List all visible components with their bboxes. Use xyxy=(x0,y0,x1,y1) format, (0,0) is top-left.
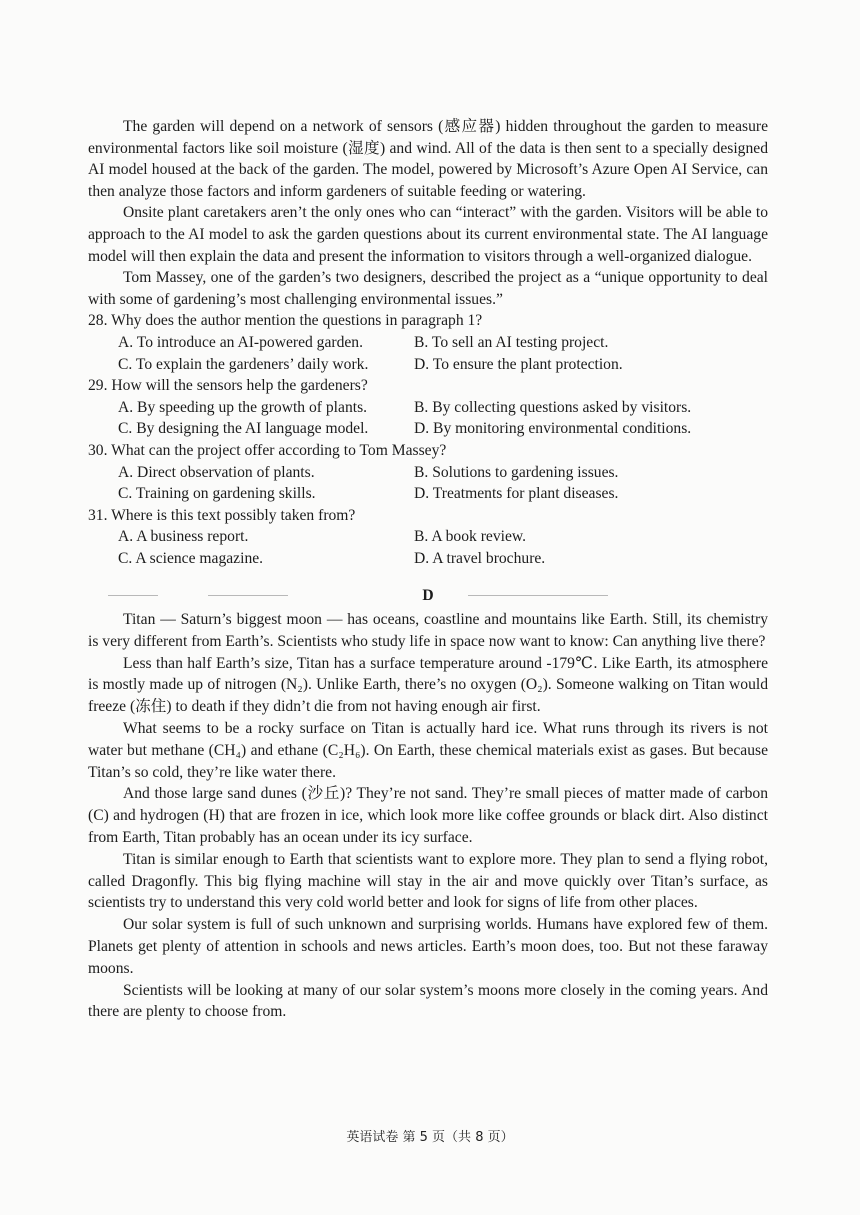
question-31 xyxy=(88,505,768,570)
question-30 xyxy=(88,440,768,505)
option-d: D. Treatments for plant diseases. xyxy=(414,485,619,503)
option-c: C. A science magazine. xyxy=(118,549,264,567)
passage-d-paragraph: Our solar system is full of such unknown and surprising worlds. Humans have explored few of them. Planets get plenty of attention in schools and news articles. Earth’s moon does, too. But not these faraway moons. xyxy=(88,916,768,977)
question-stem: 30. What can the project offer according to Tom Massey? xyxy=(88,441,447,459)
passage-c-continued xyxy=(88,116,768,310)
passage-d-paragraph: What seems to be a rocky surface on Titan is actually hard ice. What runs through its rivers is not water but methane (CH₄) and ethane (C₂H₆). On Earth, these chemical materials exist as gases. But because Titan’s so cold, they’re like water there. xyxy=(88,720,768,781)
passage-d-paragraph: Scientists will be looking at many of our solar system’s moons more closely in the coming years. And there are plenty to choose from. xyxy=(88,981,768,1021)
section-letter: D xyxy=(422,587,434,605)
option-row xyxy=(88,354,768,376)
option-d: D. A travel brochure. xyxy=(414,549,546,567)
faint-scan-line xyxy=(108,595,158,596)
option-d: D. To ensure the plant protection. xyxy=(414,355,623,373)
option-d: D. By monitoring environmental conditions. xyxy=(414,420,692,438)
passage-d-paragraph: Titan is similar enough to Earth that scientists want to explore more. They plan to send a flying robot, called Dragonfly. This big flying machine will stay in the air and move quickly over Titan’s surface, as scientists try to understand this very cold world better and look for signs of life from other places. xyxy=(88,850,768,912)
passage-d-paragraph: And those large sand dunes (沙丘)? They’re not sand. They’re small pieces of matter made of carbon (C) and hydrogen (H) that are frozen in ice, which look more like coffee grounds or black dirt. Also distinct from Earth, Titan probably has an ocean under its icy surface. xyxy=(88,785,768,847)
option-row xyxy=(88,483,768,505)
passage-d xyxy=(88,609,768,1023)
question-stem: 28. Why does the author mention the questions in paragraph 1? xyxy=(88,312,483,330)
option-row xyxy=(88,397,768,419)
option-c: C. By designing the AI language model. xyxy=(118,420,369,438)
option-a: A. To introduce an AI-powered garden. xyxy=(118,333,364,351)
option-row xyxy=(88,526,768,548)
page-footer: 英语试卷 第 5 页（共 8 页） xyxy=(346,1130,514,1145)
faint-scan-line xyxy=(208,595,288,596)
option-row xyxy=(88,332,768,354)
option-row xyxy=(88,548,768,570)
option-a: A. Direct observation of plants. xyxy=(118,463,315,481)
passage-d-paragraph: Titan — Saturn’s biggest moon — has oceans, coastline and mountains like Earth. Still, its chemistry is very different from Earth’s. Scientists who study life in space now want to know: Can anything live there? xyxy=(88,611,768,650)
passage-d-paragraph: Less than half Earth’s size, Titan has a surface temperature around -179℃. Like Earth, its atmosphere is mostly made up of nitrogen (N₂). Unlike Earth, there’s no oxygen (O₂). Someone walking on Titan would freeze (冻住) to death if they didn’t die from not having enough air first. xyxy=(88,654,768,716)
passage-c-paragraph: Onsite plant caretakers aren’t the only ones who can “interact” with the garden. Visitors will be able to approach to the AI model to ask the garden questions about its current environmental state. The AI language model will then explain the data and present the information to visitors through a well-organized dialogue. xyxy=(88,204,768,265)
section-heading-d xyxy=(88,585,768,607)
option-a: A. A business report. xyxy=(118,528,249,546)
option-row xyxy=(88,418,768,440)
option-b: B. A book review. xyxy=(414,528,527,546)
question-block xyxy=(88,310,768,569)
question-29 xyxy=(88,375,768,440)
question-stem: 31. Where is this text possibly taken from? xyxy=(88,506,356,524)
question-28 xyxy=(88,310,768,375)
option-b: B. Solutions to gardening issues. xyxy=(414,463,619,481)
option-a: A. By speeding up the growth of plants. xyxy=(118,398,368,416)
option-c: C. To explain the gardeners’ daily work. xyxy=(118,355,369,373)
passage-c-paragraph: The garden will depend on a network of sensors (感应器) hidden throughout the garden to measure environmental factors like soil moisture (湿度) and wind. All of the data is then sent to a specially designed AI model housed at the back of the garden. The model, powered by Microsoft’s Azure Open AI Service, can then analyze those factors and inform gardeners of suitable feeding or watering. xyxy=(88,118,768,200)
faint-scan-line xyxy=(468,595,608,596)
page-content xyxy=(88,116,768,1023)
passage-c-paragraph: Tom Massey, one of the garden’s two designers, described the project as a “unique opportunity to deal with some of gardening’s most challenging environmental issues.” xyxy=(88,269,768,308)
option-row xyxy=(88,462,768,484)
option-b: B. To sell an AI testing project. xyxy=(414,333,609,351)
question-stem: 29. How will the sensors help the gardeners? xyxy=(88,377,368,395)
option-b: B. By collecting questions asked by visitors. xyxy=(414,398,692,416)
option-c: C. Training on gardening skills. xyxy=(118,485,316,503)
